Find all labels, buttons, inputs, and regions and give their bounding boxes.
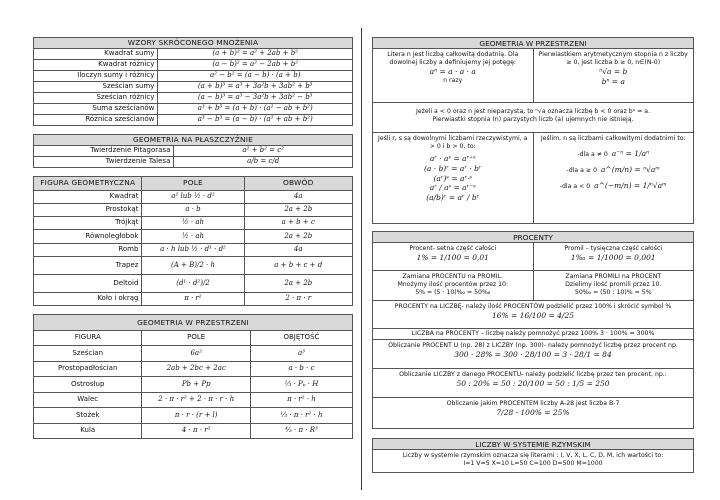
obwod-value: a + b + c + d xyxy=(244,257,352,275)
table-row xyxy=(34,82,353,93)
pole-value: 2 · π · r² + 2 · π · r · h xyxy=(142,392,250,408)
pierwiastek-parzysty: Pierwiastki stopnia (n) parzystych liczb (a) ujemnych nie istnieją. xyxy=(432,116,634,124)
table-row xyxy=(34,203,353,216)
objetosc-value: a · b · c xyxy=(250,361,352,377)
formula: 300 · 28% = 300 · 28/100 = 3 · 28/1 = 84 xyxy=(454,350,612,360)
row-label: Walec xyxy=(34,392,142,408)
table-row xyxy=(34,217,353,230)
formula: a/b = c/d xyxy=(174,157,353,168)
procenty-row-4 xyxy=(373,329,693,340)
pole-value: 4 · π · r² xyxy=(142,423,250,439)
obwod-value: 4a xyxy=(244,190,352,203)
potegi-row-3 xyxy=(373,133,693,223)
procent-definition xyxy=(373,243,533,270)
case-label: -dla a ≠ 0 xyxy=(577,151,608,159)
pole-value: Pb + Pp xyxy=(142,377,250,393)
procenty-row-6 xyxy=(373,369,693,398)
pole-value: π · r² xyxy=(142,293,244,306)
pole-value: a · h lub ½ · d¹ · d² xyxy=(142,243,244,256)
procenty-box xyxy=(372,231,694,429)
row-label: Prostokąt xyxy=(34,203,142,216)
potega-rule-4: aʳ / aˢ = aʳ⁻ˢ xyxy=(429,183,476,193)
potegi-box xyxy=(372,37,694,224)
row-label: Równoległobok xyxy=(34,230,142,243)
row-label: Trójkąt xyxy=(34,217,142,230)
wzory-table xyxy=(33,37,353,126)
formula: a² − b² = (a − b) · (a + b) xyxy=(158,71,353,82)
table-row xyxy=(34,346,353,362)
dzialania-intro: Jeśli r, s są dowolnymi liczbami rzeczywistymi, a > 0 i b > 0, to: xyxy=(378,135,528,151)
pierwiastek-formula-2: bⁿ = a xyxy=(601,76,625,86)
objetosc-value: ⅓ · π · r² · h xyxy=(250,408,352,424)
promil-na-procent xyxy=(533,271,694,300)
row-label: Sześcian xyxy=(34,346,142,362)
rzymskie-content xyxy=(373,450,693,472)
formula: 50 : 20% = 50 : 20/100 = 50 : 1/5 = 250 xyxy=(456,379,610,389)
formula: a² + b² = c² xyxy=(174,146,353,157)
formula: 16% = 16/100 = 4/25 xyxy=(491,311,574,321)
pole-value: a² lub ½ · d² xyxy=(142,190,244,203)
objetosc-value: a³ xyxy=(250,346,352,362)
formula: (a − b)³ = a³ − 3a²b + 3ab² − b³ xyxy=(158,93,353,104)
col-header-figura: FIGURA xyxy=(34,330,142,346)
figury-table xyxy=(33,176,353,306)
table-row xyxy=(34,392,353,408)
obwod-value: 4a xyxy=(244,243,352,256)
col-header-pole: POLE xyxy=(142,177,244,190)
plaszczyzna-title: GEOMETRIA NA PŁASZCZYŹNIE xyxy=(34,135,353,146)
promil-heading: Promil – tysięczna część całości xyxy=(564,245,663,252)
obwod-value: 2a + 2b xyxy=(244,203,352,216)
procent-na-promil xyxy=(373,271,533,300)
potega-rule-5: (a/b)ʳ = aʳ / bʳ xyxy=(426,193,480,203)
table-row xyxy=(34,115,353,126)
column-divider xyxy=(361,28,362,490)
plaszczyzna-table xyxy=(33,134,353,168)
potega-definition xyxy=(373,49,533,102)
pole-value: (A + B)/2 · h xyxy=(142,257,244,275)
table-row xyxy=(34,157,353,168)
potegi-row-1 xyxy=(373,49,693,103)
row-label: Prostopadłościan xyxy=(34,361,142,377)
row-label: Twierdzenie Talesa xyxy=(34,157,174,168)
objetosc-value: ⁴⁄₃ · π · R³ xyxy=(250,423,352,439)
text-line: PROCENTY na LICZBĘ- należy ilość PROCENTÓW podzielić przez 100% i skrócić symbol % xyxy=(394,303,672,310)
pierwiastek-nieparzysty: Jeżeli a < 0 oraz n jest nieparzysta, to ⁿ√a oznacza liczbę b < 0 oraz bⁿ = a. xyxy=(415,108,651,115)
text-line: 5% = (5 · 10)‰ = 50‰ xyxy=(415,289,491,297)
row-label: Różnica sześcianów xyxy=(34,115,158,126)
pierwiastek-formula-1: ⁿ√a = b xyxy=(599,67,628,77)
col-header-figura: FIGURA GEOMETRYCZNA xyxy=(34,177,142,190)
table-row xyxy=(34,408,353,424)
procenty-row-2 xyxy=(373,271,693,301)
procent-formula: 1% = 1/100 = 0,01 xyxy=(416,253,489,263)
row-label: Kwadrat sumy xyxy=(34,49,158,60)
formula: (a − b)² = a² − 2ab + b² xyxy=(158,60,353,71)
przestrzen-table xyxy=(33,314,353,439)
table-row xyxy=(34,230,353,243)
row-label: Trapez xyxy=(34,257,142,275)
pole-value: 2ab + 2bc + 2ac xyxy=(142,361,250,377)
obwod-value: 2a + 2b xyxy=(244,230,352,243)
text-line: Obliczanie jakim PROCENTEM liczby A-28 jest liczba B-7 xyxy=(446,400,620,407)
potega-formula: aⁿ = a · a · a xyxy=(429,67,476,77)
row-label: Koło i okrąg xyxy=(34,293,142,306)
table-row xyxy=(34,423,353,439)
table-row xyxy=(34,257,353,275)
text-line: Obliczanie PROCENT U (np. 28) z LICZBY (np. 300)- należy pomnożyć liczbę przez procent np. xyxy=(388,342,678,349)
text-line: Zamiana PROMILI na PROCENT xyxy=(565,273,662,280)
table-row xyxy=(34,60,353,71)
potegi-title: GEOMETRIA W PRZESTRZENI xyxy=(373,38,693,49)
right-column xyxy=(372,37,694,473)
table-row xyxy=(34,71,353,82)
potegi-wymierne xyxy=(533,133,694,223)
table-row xyxy=(34,93,353,104)
potega-intro: Litera n jest liczbą całkowitą dodatnią. Dla dowolnej liczby a definiujemy jej potęgę: xyxy=(387,51,519,67)
potegi-row-2 xyxy=(373,103,693,133)
table-row xyxy=(34,361,353,377)
promil-definition xyxy=(533,243,694,270)
procent-heading: Procent- setna część całości xyxy=(409,245,497,252)
text-line: Zamiana PROCENTU na PROMIL. xyxy=(402,273,503,280)
table-row xyxy=(34,243,353,256)
row-label: Sześcian sumy xyxy=(34,82,158,93)
potega-rule-3: (aʳ)ˢ = aʳ·ˢ xyxy=(433,173,472,183)
row-label: Kwadrat różnicy xyxy=(34,60,158,71)
table-row xyxy=(34,49,353,60)
text-line: Dzielimy ilość promili przez 10. xyxy=(565,281,662,289)
text-line: Liczby w systemie rzymskim oznacza się literami : I, V, X, L, C, D, M, ich wartości to: xyxy=(402,452,664,459)
pole-value: 6a² xyxy=(142,346,250,362)
table-row xyxy=(34,190,353,203)
objetosc-value: π · r² · h xyxy=(250,392,352,408)
pole-value: (d¹ · d²)/2 xyxy=(142,275,244,293)
promil-formula: 1‰ = 1/1000 = 0,001 xyxy=(570,253,656,263)
formula: (a + b)² = a² + 2ab + b² xyxy=(158,49,353,60)
wzory-title: WZORY SKRÓCONEGO MNOŻENIA xyxy=(34,38,353,49)
row-label: Sześcian różnicy xyxy=(34,93,158,104)
procenty-row-5 xyxy=(373,340,693,369)
formula: a³ − b³ = (a − b) · (a² + ab + b²) xyxy=(158,115,353,126)
row-label: Stożek xyxy=(34,408,142,424)
left-column xyxy=(33,37,353,439)
table-row xyxy=(34,146,353,157)
row-label: Ostrosłup xyxy=(34,377,142,393)
obwod-value: 2 · π · r xyxy=(244,293,352,306)
pierwiastek-definition xyxy=(533,49,694,102)
row-label: Deltoid xyxy=(34,275,142,293)
case-formula: a⁻ⁿ = 1/aⁿ xyxy=(611,149,650,159)
case-formula: a^(−m/n) = 1/ⁿ√aᵐ xyxy=(594,181,667,191)
formula: (a + b)³ = a³ + 3a²b + 3ab² + b³ xyxy=(158,82,353,93)
rzymskie-box xyxy=(372,438,694,473)
case-label: -dla a ≥ 0 xyxy=(566,167,597,175)
row-label: Twierdzenie Pitagorasa xyxy=(34,146,174,157)
text-line: Obliczanie LICZBY z danego PROCENTU- należy podzielić liczbę przez ten procent, np.: xyxy=(399,371,667,378)
col-header-pole: POLE xyxy=(142,330,250,346)
procenty-row-3 xyxy=(373,301,693,329)
text-line: LICZBA na PROCENTY – liczbę należy pomnożyć przez 100% 3 · 100% = 300% xyxy=(411,330,655,337)
dzialania-potegi xyxy=(373,133,533,223)
obwod-value: a + b + c xyxy=(244,217,352,230)
formula: 7/28 · 100% = 25% xyxy=(496,408,570,418)
obwod-value: 2a + 2b xyxy=(244,275,352,293)
table-row xyxy=(34,275,353,293)
objetosc-value: ⅓ · Pₚ · H xyxy=(250,377,352,393)
row-label: Kula xyxy=(34,423,142,439)
pierwiastek-intro: Pierwiastkiem arytmetycznym stopnia n z liczby ≥ 0, jest liczba b ≥ 0, n∈(N-0) xyxy=(538,51,688,67)
table-row xyxy=(34,104,353,115)
potega-rule-1: aʳ · aˢ = aʳ⁺ˢ xyxy=(429,154,476,164)
formula: a³ + b³ = (a + b) · (a² − ab + b²) xyxy=(158,104,353,115)
procenty-title: PROCENTY xyxy=(373,232,693,243)
pole-value: ½ · ah xyxy=(142,217,244,230)
table-row xyxy=(34,377,353,393)
pole-value: a · b xyxy=(142,203,244,216)
potega-rule-2: (a · b)ʳ = aʳ · bʳ xyxy=(423,163,482,173)
potega-note: n razy xyxy=(443,76,463,84)
pole-value: ½ · ah xyxy=(142,230,244,243)
procenty-row-1 xyxy=(373,243,693,271)
rzymskie-title: LICZBY W SYSTEMIE RZYMSKIM xyxy=(373,439,693,450)
pole-value: π · r · (r + l) xyxy=(142,408,250,424)
row-label: Suma sześcianów xyxy=(34,104,158,115)
text-line: Mnożymy ilość procentów przez 10: xyxy=(397,281,509,289)
row-label: Kwadrat xyxy=(34,190,142,203)
col-header-obwod: OBWÓD xyxy=(244,177,352,190)
row-label: Romb xyxy=(34,243,142,256)
table-row xyxy=(34,293,353,306)
row-label: Iloczyn sumy i różnicy xyxy=(34,71,158,82)
text-line: I=1 V=5 X=10 L=50 C=100 D=500 M=1000 xyxy=(463,460,603,468)
case-label: -dla a < 0 xyxy=(559,183,591,191)
text-line: 50‰ = (50 : 10)% = 5% xyxy=(574,289,652,297)
col-header-objetosc: OBJĘTOŚĆ xyxy=(250,330,352,346)
wymierne-intro: Jeślim, n są liczbami całkowitymi dodatnimi to: xyxy=(540,135,686,142)
przestrzen-title: GEOMETRIA W PRZESTRZENI xyxy=(34,315,353,331)
procenty-row-7 xyxy=(373,398,693,428)
case-formula: a^(m/n) = ⁿ√aᵐ xyxy=(600,165,660,175)
